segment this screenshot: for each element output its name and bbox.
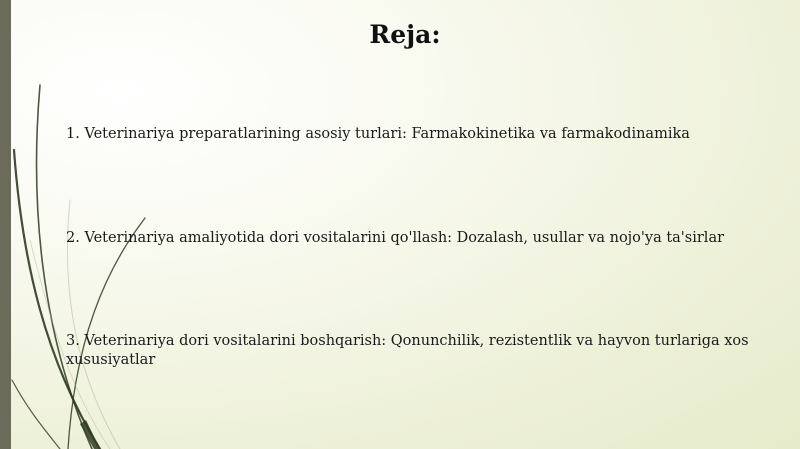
agenda-item-2: 2. Veterinariya amaliyotida dori vositalarini qo'llash: Dozalash, usullar va nojo'ya ta'sirlar	[66, 230, 725, 246]
agenda-item-1: 1. Veterinariya preparatlarining asosiy turlari: Farmakokinetika va farmakodinamika	[66, 126, 690, 142]
agenda-item-3: 3. Veterinariya dori vositalarini boshqarish: Qonunchilik, rezistentlik va hayvon turlariga xos xususiyatlar	[66, 333, 749, 368]
slide-title: Reja:	[369, 20, 441, 49]
left-accent-bar	[0, 0, 11, 449]
